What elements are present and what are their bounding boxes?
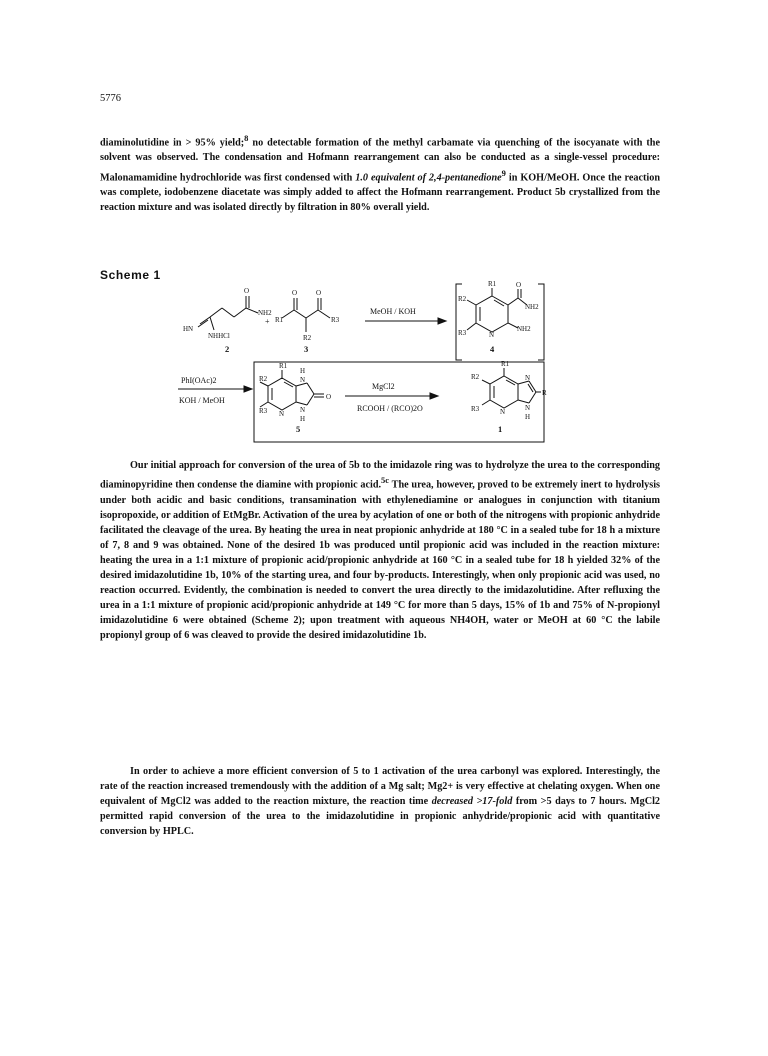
- atom-label: NH2: [258, 309, 272, 317]
- compound-number-3: 3: [304, 344, 309, 354]
- atom-label: O: [316, 289, 322, 297]
- compound-number-1: 1: [498, 424, 503, 434]
- atom-label: O: [516, 281, 522, 289]
- plus-sign: +: [265, 317, 270, 326]
- citation-ref: 8: [244, 133, 249, 143]
- compound-number-4: 4: [490, 344, 495, 354]
- atom-label: N: [500, 408, 506, 416]
- atom-label: R2: [471, 373, 480, 381]
- atom-label: R3: [259, 407, 268, 415]
- atom-label: NHHCl: [208, 332, 230, 340]
- atom-label: NH2: [525, 303, 539, 311]
- atom-label: R1: [275, 316, 284, 324]
- scheme-title: Scheme 1: [100, 268, 161, 282]
- compound-number-2: 2: [225, 344, 230, 354]
- atom-label: R1: [501, 360, 510, 368]
- atom-label: N: [489, 331, 495, 339]
- citation-ref: 5c: [381, 475, 390, 486]
- atom-label: HN: [183, 325, 194, 333]
- atom-label: R3: [331, 316, 340, 324]
- atom-label: R3: [471, 405, 480, 413]
- atom-label: R2: [458, 295, 467, 303]
- atom-label: R2: [259, 375, 268, 383]
- atom-label: N: [525, 404, 531, 412]
- atom-label: N: [525, 374, 531, 382]
- reagent-step3-bottom: RCOOH / (RCO)2O: [357, 404, 423, 413]
- paragraph-3: In order to achieve a more efficient conversion of 5 to 1 activation of the urea carbonyl was explored. Interestingly, the rate of the reaction increased tremendously with the addition of a Mg salt; Mg2+ is very effective at chelating oxygen. When one equivalent of MgCl2 was added to the reaction mixture, the reaction time decreased >17-fold from >5 days to 7 hours. MgCl2 permitted rapid conversion of the urea to the imidazolutidine in propionic anhydride/propionic acid with quantitative conversion by HPLC.: [100, 766, 661, 838]
- atom-label: H: [525, 413, 531, 421]
- atom-label: R2: [303, 334, 312, 342]
- atom-label: N: [300, 406, 306, 414]
- paragraph-1: diaminolutidine in > 95% yield;$^8$ no detectable formation of the methyl carbamate via quenching of the isocyanate with the solvent was observed. The condensation and Hofmann rearrangement can also be conducted as a single-vessel procedure: Malonamamidine hydrochloride was first condensed with 1.0 equivalent of 2,4-pentanedione$^9$ in KOH/MeOH. Once the reaction was complete, iodobenzene diacetate was simply added to affect the Hofmann rearrangement. Product 5b crystallized from the reaction mixture and was isolated directly by filtration in 80% overall yield.: [100, 133, 660, 214]
- atom-label: H: [300, 367, 306, 375]
- atom-label: R1: [279, 362, 288, 370]
- paragraph-2: Our initial approach for conversion of the urea of 5b to the imidazole ring was to hydrolyze the urea to the corresponding diaminopyridine then condense the diamine with propionic acid.$^{5c}$ The urea, however, proved to be extremely inert to hydrolysis under both acidic and basic conditions, transamination with ethylenediamine or analogues in conjunction with titanium isopropoxide, or addition of EtMgBr. Activation of the urea by acylation of one or both of the nitrogens with propionic anhydride facilitated the cleavage of the urea. By heating the urea in neat propionic anhydride at 180 °C in a sealed tube for 18 h a mixture of 7, 8 and 9 was obtained. None of the desired 1b was produced until propionic acid was included in the reaction mixture: heating the urea in a 1:1 mixture of propionic acid/propionic anhydride at 160 °C in a sealed tube for 18 h yielded 32% of the desired imidazolutidine 1b, 10% of the starting urea, and four by-products. Interestingly, when only propionic acid was used, no reaction occurred. Evidently, the combination is needed to convert the urea directly to the imidazolutidine. After refluxing the urea in a 1:1 mixture of propionic acid/propionic anhydride at 149 °C for more than 5 days, 15% of 1b and 75% of N-propionyl imidazolutidine 6 were obtained (Scheme 2); upon treatment with aqueous NH4OH, water or MeOH at 60 °C the labile propionyl group of 6 was cleaved to provide the desired imidazolutidine 1b.: [100, 460, 660, 642]
- atom-label: NH2: [517, 325, 531, 333]
- atom-label: R: [542, 389, 547, 397]
- reagent-step2-bottom: KOH / MeOH: [179, 396, 225, 405]
- reagent-step3-top: MgCl2: [372, 382, 395, 391]
- atom-label: R1: [488, 280, 497, 288]
- reagent-step1: MeOH / KOH: [370, 307, 416, 316]
- atom-label: N: [279, 410, 285, 418]
- atom-label: O: [292, 289, 298, 297]
- reagent-step2-top: PhI(OAc)2: [181, 376, 217, 385]
- atom-label: H: [300, 415, 306, 423]
- atom-label: O: [326, 393, 332, 401]
- atom-label: N: [300, 376, 306, 384]
- citation-ref: 9: [501, 167, 506, 178]
- atom-label: O: [244, 287, 250, 295]
- page-number: 5776: [100, 93, 121, 104]
- atom-label: R3: [458, 329, 467, 337]
- compound-number-5: 5: [296, 424, 301, 434]
